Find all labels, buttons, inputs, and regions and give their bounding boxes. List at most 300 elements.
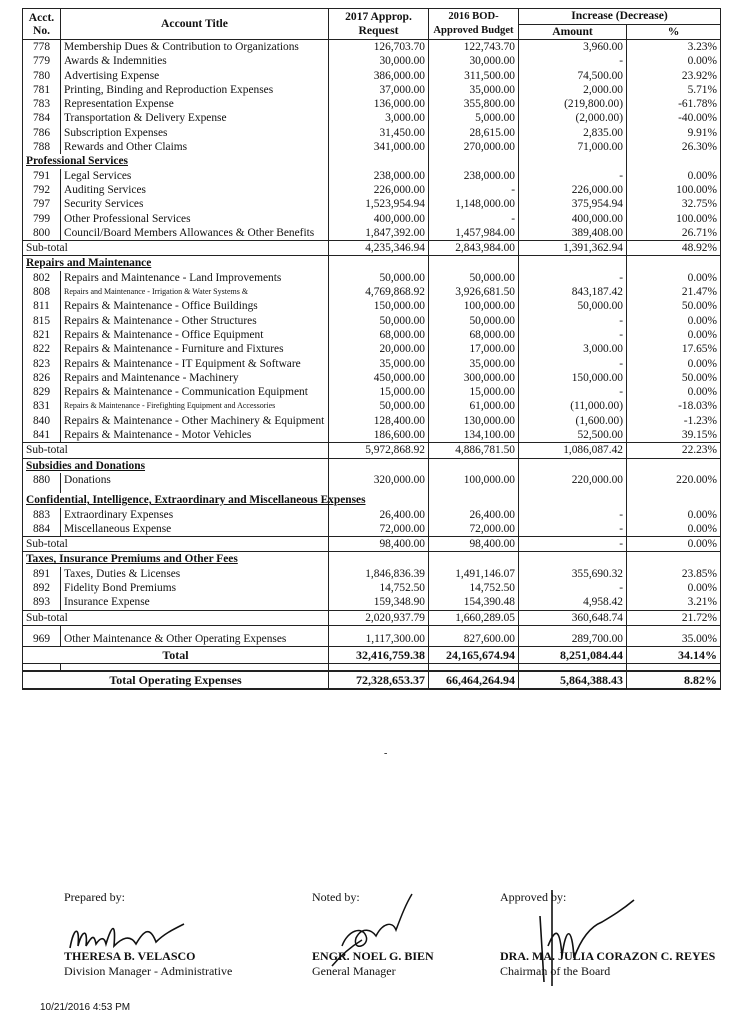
subtotal-row xyxy=(23,241,721,256)
approved-by-position: Chairman of the Board xyxy=(500,964,611,978)
increase-percent: 220.00% xyxy=(627,473,721,487)
budget-table xyxy=(22,8,721,690)
table-row xyxy=(23,385,721,399)
acct-code: 779 xyxy=(23,54,61,68)
approp-2017: 30,000.00 xyxy=(329,54,429,68)
table-row xyxy=(23,314,721,328)
approp-2017: 14,752.50 xyxy=(329,581,429,595)
subtotal-row xyxy=(23,537,721,552)
increase-percent: 0.00% xyxy=(627,271,721,285)
increase-amount: - xyxy=(519,581,627,595)
approp-2017: 400,000.00 xyxy=(329,212,429,226)
acct-code: 780 xyxy=(23,69,61,83)
account-title: Repairs & Maintenance - Office Equipment xyxy=(61,328,329,342)
bod-2016: 50,000.00 xyxy=(429,314,519,328)
increase-amount: 4,958.42 xyxy=(519,595,627,610)
prepared-by-position: Division Manager - Administrative xyxy=(64,964,233,978)
bod-2016: 26,400.00 xyxy=(429,508,519,522)
approp-2017: 50,000.00 xyxy=(329,314,429,328)
table-row xyxy=(23,414,721,428)
account-title: Council/Board Members Allowances & Other Benefits xyxy=(61,226,329,241)
signature-block xyxy=(0,890,742,1000)
increase-amount: - xyxy=(519,271,627,285)
bod-2016: 66,464,264.94 xyxy=(429,671,519,689)
increase-percent: 0.00% xyxy=(627,522,721,537)
acct-code: 799 xyxy=(23,212,61,226)
approp-2017: 15,000.00 xyxy=(329,385,429,399)
acct-code: 781 xyxy=(23,83,61,97)
section-header-row xyxy=(23,256,721,271)
increase-percent: 48.92% xyxy=(627,241,721,256)
increase-amount: - xyxy=(519,54,627,68)
empty-cell xyxy=(519,664,627,672)
table-row xyxy=(23,428,721,443)
bod-2016: 5,000.00 xyxy=(429,111,519,125)
amount-header: Amount xyxy=(519,24,627,40)
increase-percent: 26.30% xyxy=(627,140,721,154)
account-title: Miscellaneous Expense xyxy=(61,522,329,537)
acct-code: 786 xyxy=(23,126,61,140)
account-title: Fidelity Bond Premiums xyxy=(61,581,329,595)
bod-2016: 2,843,984.00 xyxy=(429,241,519,256)
increase-percent: 50.00% xyxy=(627,299,721,313)
increase-amount: - xyxy=(519,537,627,552)
account-title: Printing, Binding and Reproduction Expenses xyxy=(61,83,329,97)
empty-cell xyxy=(627,493,721,507)
bod-2016: 15,000.00 xyxy=(429,385,519,399)
account-title: Repairs & Maintenance - IT Equipment & Software xyxy=(61,357,329,371)
bod-2016: 28,615.00 xyxy=(429,126,519,140)
table-header xyxy=(23,9,721,40)
increase-percent: 39.15% xyxy=(627,428,721,443)
approved-by-name: DRA. MA. JULIA CORAZON C. REYES xyxy=(500,949,716,963)
section-header-row xyxy=(23,552,721,567)
account-title: Repairs & Maintenance - Motor Vehicles xyxy=(61,428,329,443)
approp-2017: 3,000.00 xyxy=(329,111,429,125)
increase-percent: 0.00% xyxy=(627,385,721,399)
noted-by-label: Noted by: xyxy=(312,890,360,904)
subtotal-label: Sub-total xyxy=(23,537,329,552)
acct-code: 808 xyxy=(23,285,61,299)
acct-code: 783 xyxy=(23,97,61,111)
empty-cell xyxy=(627,552,721,567)
account-title: Other Professional Services xyxy=(61,212,329,226)
account-title: Taxes, Duties & Licenses xyxy=(61,567,329,581)
table-row xyxy=(23,54,721,68)
increase-percent: 100.00% xyxy=(627,183,721,197)
approp-2017: 320,000.00 xyxy=(329,473,429,487)
table-row xyxy=(23,473,721,487)
approp-2017: 136,000.00 xyxy=(329,97,429,111)
bod-2016: 35,000.00 xyxy=(429,83,519,97)
empty-cell xyxy=(627,154,721,168)
noted-signature-icon xyxy=(312,890,432,970)
account-title: Repairs & Maintenance - Communication Equipment xyxy=(61,385,329,399)
acct-code: 823 xyxy=(23,357,61,371)
empty-cell xyxy=(627,256,721,271)
approp-2017: 126,703.70 xyxy=(329,40,429,55)
acct-code: 811 xyxy=(23,299,61,313)
acct-code: 792 xyxy=(23,183,61,197)
increase-amount: (1,600.00) xyxy=(519,414,627,428)
prepared-by-block xyxy=(64,890,232,979)
increase-amount: - xyxy=(519,522,627,537)
bod-2016: - xyxy=(429,183,519,197)
acct-code: 802 xyxy=(23,271,61,285)
prepared-by-name: THERESA B. VELASCO xyxy=(64,949,196,963)
approp-2017: 2,020,937.79 xyxy=(329,610,429,625)
increase-percent: 3.21% xyxy=(627,595,721,610)
increase-percent: 35.00% xyxy=(627,632,721,647)
increase-percent: 23.85% xyxy=(627,567,721,581)
acct-code: 891 xyxy=(23,567,61,581)
acct-code: 883 xyxy=(23,508,61,522)
approp-2017: 35,000.00 xyxy=(329,357,429,371)
acct-code: 841 xyxy=(23,428,61,443)
bod-2016: 827,600.00 xyxy=(429,632,519,647)
section-header-row xyxy=(23,458,721,473)
increase-amount: 355,690.32 xyxy=(519,567,627,581)
increase-percent: 32.75% xyxy=(627,197,721,211)
increase-percent: 22.23% xyxy=(627,443,721,458)
empty-cell xyxy=(429,154,519,168)
section-header-row xyxy=(23,154,721,168)
bod-2016: 68,000.00 xyxy=(429,328,519,342)
approved-by-block xyxy=(500,890,715,979)
bod-2016-header: 2016 BOD-Approved Budget xyxy=(429,9,519,40)
increase-amount: 71,000.00 xyxy=(519,140,627,154)
acct-code: 892 xyxy=(23,581,61,595)
noted-by-position: General Manager xyxy=(312,964,396,978)
approp-2017: 341,000.00 xyxy=(329,140,429,154)
bod-2016: 24,165,674.94 xyxy=(429,647,519,664)
approp-2017: 68,000.00 xyxy=(329,328,429,342)
bod-2016: 130,000.00 xyxy=(429,414,519,428)
acct-code: 969 xyxy=(23,632,61,647)
account-title: Extraordinary Expenses xyxy=(61,508,329,522)
bod-2016: 17,000.00 xyxy=(429,342,519,356)
account-title: Other Maintenance & Other Operating Expenses xyxy=(61,632,329,647)
increase-amount: 400,000.00 xyxy=(519,212,627,226)
bod-2016: 134,100.00 xyxy=(429,428,519,443)
increase-percent: 0.00% xyxy=(627,508,721,522)
table-row xyxy=(23,83,721,97)
bod-2016: 1,491,146.07 xyxy=(429,567,519,581)
table-row xyxy=(23,357,721,371)
increase-amount: (219,800.00) xyxy=(519,97,627,111)
account-title: Awards & Indemnities xyxy=(61,54,329,68)
increase-percent: 21.47% xyxy=(627,285,721,299)
account-title: Repairs and Maintenance - Machinery xyxy=(61,371,329,385)
table-row xyxy=(23,40,721,55)
approp-2017: 98,400.00 xyxy=(329,537,429,552)
increase-percent: 0.00% xyxy=(627,54,721,68)
increase-amount: 3,960.00 xyxy=(519,40,627,55)
increase-percent: 0.00% xyxy=(627,314,721,328)
bod-2016: 300,000.00 xyxy=(429,371,519,385)
empty-cell xyxy=(329,552,429,567)
increase-amount: 3,000.00 xyxy=(519,342,627,356)
account-title: Repairs & Maintenance - Office Buildings xyxy=(61,299,329,313)
table-row xyxy=(23,522,721,537)
acct-code: 788 xyxy=(23,140,61,154)
approp-2017: 386,000.00 xyxy=(329,69,429,83)
acct-code: 821 xyxy=(23,328,61,342)
bod-2016: 35,000.00 xyxy=(429,357,519,371)
approp-2017: 238,000.00 xyxy=(329,169,429,183)
approp-2017: 1,523,954.94 xyxy=(329,197,429,211)
table-row xyxy=(23,197,721,211)
table-row xyxy=(23,69,721,83)
bod-2016: 100,000.00 xyxy=(429,473,519,487)
increase-amount: 150,000.00 xyxy=(519,371,627,385)
account-title: Repairs & Maintenance - Furniture and Fixtures xyxy=(61,342,329,356)
increase-amount: - xyxy=(519,357,627,371)
acct-code: 893 xyxy=(23,595,61,610)
approp-2017: 4,235,346.94 xyxy=(329,241,429,256)
increase-amount: 1,391,362.94 xyxy=(519,241,627,256)
increase-amount: (2,000.00) xyxy=(519,111,627,125)
increase-header: Increase (Decrease) xyxy=(519,9,721,25)
increase-percent: 8.82% xyxy=(627,671,721,689)
increase-amount: 843,187.42 xyxy=(519,285,627,299)
empty-cell xyxy=(519,256,627,271)
approp-2017: 50,000.00 xyxy=(329,271,429,285)
noted-by-name: ENGR. NOEL G. BIEN xyxy=(312,949,434,963)
approp-2017: 72,328,653.37 xyxy=(329,671,429,689)
bod-2016: 14,752.50 xyxy=(429,581,519,595)
empty-cell xyxy=(329,664,429,672)
prepared-by-label: Prepared by: xyxy=(64,890,125,904)
section-title: Subsidies and Donations xyxy=(23,458,329,473)
bod-2016: 311,500.00 xyxy=(429,69,519,83)
table-body xyxy=(23,40,721,690)
approved-signature-icon xyxy=(530,886,670,996)
empty-cell xyxy=(519,552,627,567)
approp-2017: 4,769,868.92 xyxy=(329,285,429,299)
account-title: Repairs and Maintenance - Land Improvements xyxy=(61,271,329,285)
table-row xyxy=(23,399,721,413)
increase-percent: 34.14% xyxy=(627,647,721,664)
empty-cell xyxy=(519,458,627,473)
empty-cell xyxy=(23,664,61,672)
approp-2017: 72,000.00 xyxy=(329,522,429,537)
increase-amount: 74,500.00 xyxy=(519,69,627,83)
increase-percent: 9.91% xyxy=(627,126,721,140)
increase-percent: -61.78% xyxy=(627,97,721,111)
bod-2016: 355,800.00 xyxy=(429,97,519,111)
bod-2016: 30,000.00 xyxy=(429,54,519,68)
acct-code: 880 xyxy=(23,473,61,487)
increase-amount: 50,000.00 xyxy=(519,299,627,313)
approp-2017: 186,600.00 xyxy=(329,428,429,443)
approp-2017: 37,000.00 xyxy=(329,83,429,97)
acct-code: 800 xyxy=(23,226,61,241)
empty-cell xyxy=(627,664,721,672)
increase-percent: 5.71% xyxy=(627,83,721,97)
approp-2017: 26,400.00 xyxy=(329,508,429,522)
increase-percent: 3.23% xyxy=(627,40,721,55)
increase-amount: - xyxy=(519,385,627,399)
bod-2016: 1,148,000.00 xyxy=(429,197,519,211)
approp-2017: 1,117,300.00 xyxy=(329,632,429,647)
bod-2016: 72,000.00 xyxy=(429,522,519,537)
prepared-signature-icon xyxy=(64,916,194,956)
account-title: Repairs and Maintenance - Irrigation & Water Systems & xyxy=(61,285,329,299)
account-title-header: Account Title xyxy=(61,9,329,40)
approp-2017: 50,000.00 xyxy=(329,399,429,413)
acct-code: 791 xyxy=(23,169,61,183)
account-title: Donations xyxy=(61,473,329,487)
approp-2017: 20,000.00 xyxy=(329,342,429,356)
table-row xyxy=(23,595,721,610)
increase-percent: 0.00% xyxy=(627,169,721,183)
table-row xyxy=(23,111,721,125)
acct-code: 815 xyxy=(23,314,61,328)
table-row xyxy=(23,342,721,356)
table-row xyxy=(23,567,721,581)
increase-amount: - xyxy=(519,328,627,342)
approp-2017-header: 2017 Approp. Request xyxy=(329,9,429,40)
increase-amount: 289,700.00 xyxy=(519,632,627,647)
account-title: Security Services xyxy=(61,197,329,211)
acct-code: 840 xyxy=(23,414,61,428)
account-title: Membership Dues & Contribution to Organizations xyxy=(61,40,329,55)
section-title: Taxes, Insurance Premiums and Other Fees xyxy=(23,552,329,567)
increase-percent: 0.00% xyxy=(627,581,721,595)
increase-amount: 220,000.00 xyxy=(519,473,627,487)
total-label: Total xyxy=(23,647,329,664)
bod-2016: 4,886,781.50 xyxy=(429,443,519,458)
table-row xyxy=(23,271,721,285)
increase-amount: - xyxy=(519,169,627,183)
percent-header: % xyxy=(627,24,721,40)
spacer-row xyxy=(23,664,721,672)
increase-amount: 8,251,084.44 xyxy=(519,647,627,664)
approp-2017: 1,847,392.00 xyxy=(329,226,429,241)
acct-code: 822 xyxy=(23,342,61,356)
acct-code: 884 xyxy=(23,522,61,537)
account-title: Legal Services xyxy=(61,169,329,183)
subtotal-row xyxy=(23,610,721,625)
approp-2017: 450,000.00 xyxy=(329,371,429,385)
increase-percent: 23.92% xyxy=(627,69,721,83)
table-row xyxy=(23,299,721,313)
print-timestamp: 10/21/2016 4:53 PM xyxy=(40,1002,131,1013)
increase-amount: 226,000.00 xyxy=(519,183,627,197)
approp-2017: 159,348.90 xyxy=(329,595,429,610)
increase-amount: 2,835.00 xyxy=(519,126,627,140)
account-title: Transportation & Delivery Expense xyxy=(61,111,329,125)
table-row xyxy=(23,183,721,197)
empty-cell xyxy=(329,458,429,473)
empty-cell xyxy=(61,664,329,672)
table-row xyxy=(23,169,721,183)
page-dash: - xyxy=(384,748,388,759)
increase-percent: 0.00% xyxy=(627,537,721,552)
table-row xyxy=(23,508,721,522)
approp-2017: 1,846,836.39 xyxy=(329,567,429,581)
increase-percent: 0.00% xyxy=(627,357,721,371)
bod-2016: - xyxy=(429,212,519,226)
table-row xyxy=(23,226,721,241)
bod-2016: 1,660,289.05 xyxy=(429,610,519,625)
increase-amount: - xyxy=(519,508,627,522)
bod-2016: 270,000.00 xyxy=(429,140,519,154)
increase-amount: - xyxy=(519,314,627,328)
increase-percent: -18.03% xyxy=(627,399,721,413)
approp-2017: 150,000.00 xyxy=(329,299,429,313)
empty-cell xyxy=(519,154,627,168)
grand-row xyxy=(23,671,721,689)
section-title: Repairs and Maintenance xyxy=(23,256,329,271)
table-row xyxy=(23,581,721,595)
approp-2017: 31,450.00 xyxy=(329,126,429,140)
increase-amount: 1,086,087.42 xyxy=(519,443,627,458)
bod-2016: 98,400.00 xyxy=(429,537,519,552)
increase-percent: -1.23% xyxy=(627,414,721,428)
table-row xyxy=(23,285,721,299)
bod-2016: 238,000.00 xyxy=(429,169,519,183)
account-title: Repairs & Maintenance - Other Structures xyxy=(61,314,329,328)
account-title: Advertising Expense xyxy=(61,69,329,83)
acct-code: 778 xyxy=(23,40,61,55)
bod-2016: 100,000.00 xyxy=(429,299,519,313)
total-row xyxy=(23,647,721,664)
bod-2016: 50,000.00 xyxy=(429,271,519,285)
increase-percent: 17.65% xyxy=(627,342,721,356)
bod-2016: 61,000.00 xyxy=(429,399,519,413)
increase-amount: 375,954.94 xyxy=(519,197,627,211)
grand-label: Total Operating Expenses xyxy=(23,671,329,689)
empty-cell xyxy=(627,458,721,473)
table-row xyxy=(23,212,721,226)
empty-cell xyxy=(429,256,519,271)
noted-by-block xyxy=(312,890,434,979)
subtotal-row xyxy=(23,443,721,458)
table-row xyxy=(23,371,721,385)
acct-code: 784 xyxy=(23,111,61,125)
bod-2016: 154,390.48 xyxy=(429,595,519,610)
account-title: Repairs & Maintenance - Other Machinery & Equipment xyxy=(61,414,329,428)
table-row xyxy=(23,140,721,154)
acct-code: 826 xyxy=(23,371,61,385)
increase-percent: 21.72% xyxy=(627,610,721,625)
account-title: Subscription Expenses xyxy=(61,126,329,140)
increase-percent: 50.00% xyxy=(627,371,721,385)
table-row xyxy=(23,632,721,647)
table-row xyxy=(23,328,721,342)
acct-no-header: Acct. No. xyxy=(23,9,61,40)
increase-percent: 100.00% xyxy=(627,212,721,226)
empty-cell xyxy=(429,664,519,672)
increase-amount: 389,408.00 xyxy=(519,226,627,241)
account-title: Representation Expense xyxy=(61,97,329,111)
approp-2017: 128,400.00 xyxy=(329,414,429,428)
bod-2016: 1,457,984.00 xyxy=(429,226,519,241)
approp-2017: 226,000.00 xyxy=(329,183,429,197)
increase-percent: 26.71% xyxy=(627,226,721,241)
approp-2017: 32,416,759.38 xyxy=(329,647,429,664)
table-row xyxy=(23,126,721,140)
empty-cell xyxy=(429,493,519,507)
empty-cell xyxy=(429,458,519,473)
subtotal-label: Sub-total xyxy=(23,443,329,458)
account-title: Repairs & Maintenance - Firefighting Equipment and Accessories xyxy=(61,399,329,413)
empty-cell xyxy=(329,256,429,271)
empty-cell xyxy=(519,493,627,507)
table-row xyxy=(23,97,721,111)
